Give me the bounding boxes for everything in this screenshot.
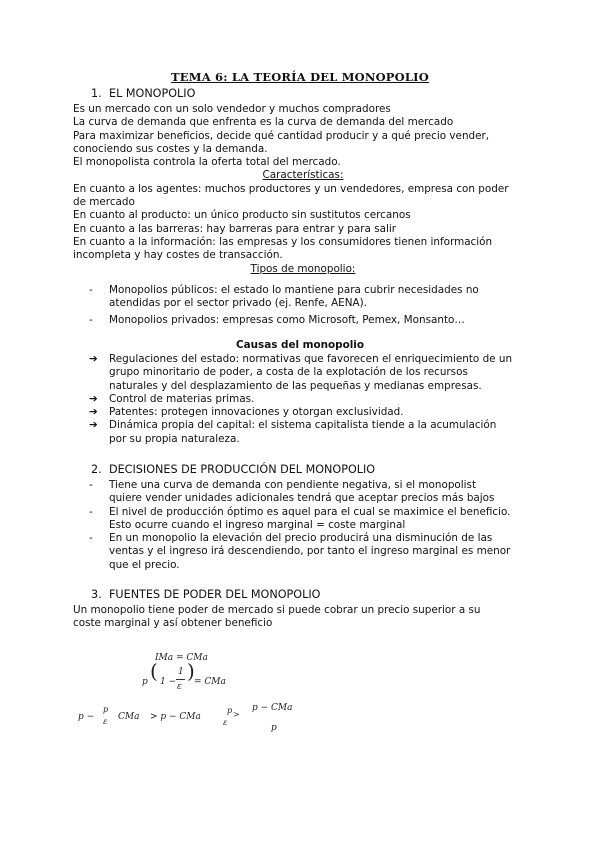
section-heading-3 [91,588,320,601]
list-item: ➔ Regulaciones del estado: normativas que favorecen el enriquecimiento de un grupo minoritario de poder, a costa de la explotación de los recursos naturales y del desplazamiento de las pequeñas y medianas empresas. [89,353,513,392]
dash-bullet: - [89,313,93,326]
dash-bullet: - [89,532,93,545]
section-1-body [73,103,533,276]
arrow-bullet-icon: ➔ [89,392,98,405]
section-heading-1 [91,87,195,100]
fraction-bar [176,679,185,680]
caracteristicas-heading: Características: [262,169,344,182]
paragraph-line: El monopolista controla la oferta total del mercado. [73,156,341,169]
caracteristica-line: En cuanto a los agentes: muchos productores y un vendedores, empresa con poder [73,182,509,195]
list-item: ➔ Control de materias primas. [89,392,255,405]
list-item: - En un monopolio la elevación del precio producirá una disminución de las ventas y el ingreso irá descendiendo, por tanto el ingreso marginal es menor que el precio. [89,532,511,571]
list-item: - Monopolios públicos: el estado lo mantiene para cubrir necesidades no atendidas por el sector privado (ej. Renfe, AENA). [89,284,479,310]
paragraph-line: Para maximizar beneficios, decide qué cantidad producir y a qué precio vender, [73,129,490,142]
arrow-bullet-icon: ➔ [89,406,98,419]
caracteristica-line: de mercado [73,196,135,209]
page-title: TEMA 6: LA TEORÍA DEL MONOPOLIO [171,70,429,84]
list-item: - El nivel de producción óptimo es aquel para el cual se maximice el beneficio. Esto ocurre cuando el ingreso marginal = coste marginal [89,505,511,531]
section-title: EL MONOPOLIO [109,87,196,100]
section-2-list [89,479,529,575]
causas-heading: Causas del monopolio [235,339,365,351]
list-item: ➔ Dinámica propia del capital: el sistema capitalista tiende a la acumulación por su propia naturaleza. [89,419,497,445]
caracteristica-line: incompleta y hay costes de transacción. [73,249,283,262]
caracteristica-line: En cuanto a las barreras: hay barreras para entrar y para salir [73,222,397,235]
tipos-list [89,284,529,330]
equation-ima-cma: IMa = CMa [155,653,208,663]
list-item: ➔ Patentes: protegen innovaciones y otorgan exclusividad. [89,406,404,419]
arrow-bullet-icon: ➔ [89,353,98,365]
causas-list [89,353,529,446]
dash-bullet: - [89,505,93,518]
list-item: - Monopolios privados: empresas como Microsoft, Pemex, Monsanto… [89,313,465,326]
document-page: TEMA 6: LA TEORÍA DEL MONOPOLIO 1. EL MONOPOLIO Es un mercado con un solo vendedor y muchos compradores La curva de demanda que enfrenta es la curva de demanda del mercado Para maximizar beneficios, decide qué cantidad producir y a qué precio vender, conociendo sus costes y la demanda. El monopolista controla la oferta total del mercado. Características: En cuanto a los agentes: muchos productores y un vendedores, empresa con poder de mercado En cuanto al producto: un único producto sin sustitutos cercanos En cuanto a las barreras: hay barreras para entrar y para salir En cuanto a la información: las empresas y los consumidores tienen información incompleta y hay costes de transacción. Tipos de monopolio: - Monopolios públicos: el estado lo mantiene para cubrir necesidades no atendidas por el sector privado (ej. Renfe, AENA). - Monopolios privados: empresas como Microsoft, Pemex, Monsanto… Causas del monopolio ➔ Regulaciones del estado: normativas que favorecen el enriquecimiento de un grupo minoritario de poder, a costa de la explotación de los recursos naturales y del desplazamiento de las pequeñas y medianas empresas. ➔ Control de materias primas. ➔ Patentes: protegen innovaciones y otorgan exclusividad. ➔ Dinámica propia del capital: el sistema capitalista tiende a la acumulación por su propia naturaleza. 2. DECISIONES DE PRODUCCIÓN DEL MONOPOLIO - Tiene una curva de demanda con pendiente negativa, si el monopolist quiere vender unidades adicionales tendrá que aceptar precios más bajos - El nivel de producción óptimo es aquel para el cual se maximice el beneficio. Esto ocurre cuando el ingreso marginal = coste marginal - En un monopolio la elevación del precio producirá una disminución de las ventas y el ingreso irá descendiendo, por tanto el ingreso marginal es menor que el precio. 3. FUENTES DE PODER DEL MONOPOLIO Un monopolio tiene poder de mercado si puede cobrar un precio superior a su coste marginal y así obtener beneficio IMa = CMa p ( 1 − 1 ε ) = CMa p − p ε CMa > p − CMa p > ε p − CMa p [0,0,600,848]
dash-bullet: - [89,284,93,296]
section-3-body [73,604,533,631]
section-heading-2 [91,463,375,476]
section-number: 1. [91,87,102,100]
paragraph-line: Un monopolio tiene poder de mercado si puede cobrar un precio superior a su [73,604,481,616]
caracteristica-line: En cuanto a la información: las empresas y los consumidores tienen información [73,235,493,248]
section-number: 3. [91,588,102,601]
arrow-bullet-icon: ➔ [89,419,98,432]
paragraph-line: conociendo sus costes y la demanda. [73,142,268,155]
section-title: FUENTES DE PODER DEL MONOPOLIO [109,588,321,601]
paragraph-line: coste marginal y así obtener beneficio [73,617,273,630]
tipos-heading: Tipos de monopolio: [250,262,356,275]
dash-bullet: - [89,479,93,491]
section-number: 2. [91,463,102,476]
paragraph-line: Es un mercado con un solo vendedor y muchos compradores [73,103,391,115]
paragraph-line: La curva de demanda que enfrenta es la curva de demanda del mercado [73,116,454,129]
section-title: DECISIONES DE PRODUCCIÓN DEL MONOPOLIO [109,463,376,476]
caracteristica-line: En cuanto al producto: un único producto sin sustitutos cercanos [73,209,411,222]
list-item: - Tiene una curva de demanda con pendiente negativa, si el monopolist quiere vender unidades adicionales tendrá que aceptar precios más bajos [89,479,495,505]
